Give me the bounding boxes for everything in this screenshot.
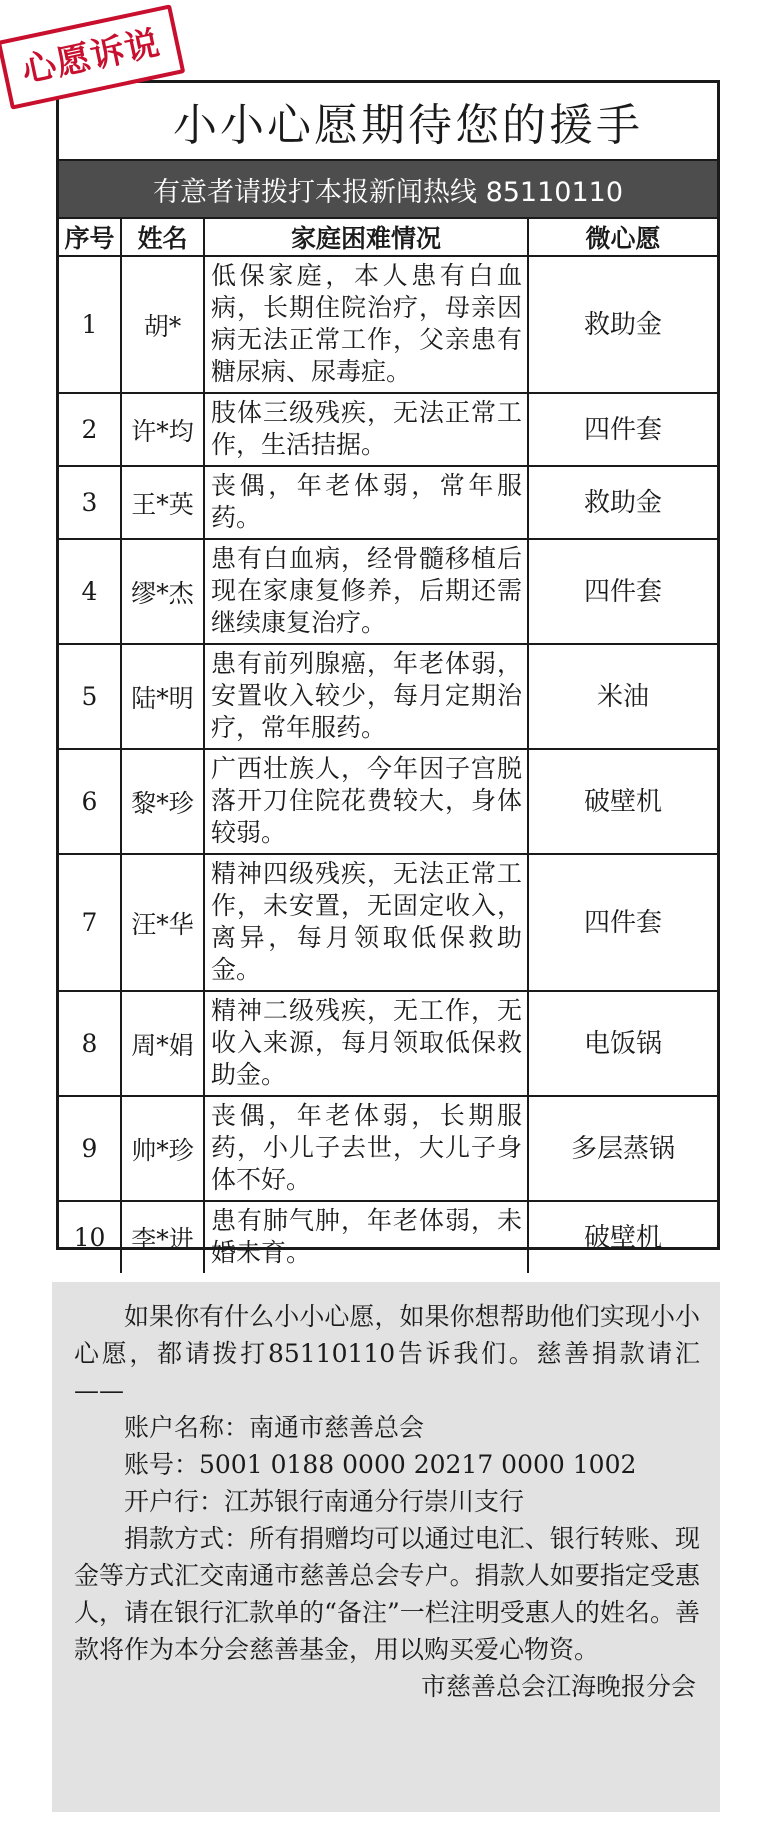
row-number: 8: [59, 991, 121, 1096]
row-situation: 精神二级残疾，无工作，无收入来源，每月领取低保救助金。: [204, 991, 528, 1096]
stamp-label: 心愿诉说: [18, 22, 164, 92]
account-name: 账户名称：南通市慈善总会: [124, 1413, 425, 1442]
row-name: 胡*: [121, 256, 204, 393]
notice-intro: 如果你有什么小小心愿，如果你想帮助他们实现小小心愿，都请拨打85110110告诉我们。慈善捐款请汇——: [74, 1302, 700, 1405]
signature: 市慈善总会江海晚报分会: [420, 1672, 696, 1701]
wishes-box: [56, 80, 720, 1267]
row-wish: 四件套: [528, 393, 717, 466]
row-situation: 患有前列腺癌，年老体弱，安置收入较少，每月定期治疗，常年服药。: [204, 644, 528, 749]
table-row: [59, 393, 717, 466]
row-situation: 低保家庭，本人患有白血病，长期住院治疗，母亲因病无法正常工作，父亲患有糖尿病、尿毒症。: [204, 256, 528, 393]
table-row: [59, 466, 717, 539]
row-situation: 患有白血病，经骨髓移植后现在家康复修养，后期还需继续康复治疗。: [204, 539, 528, 644]
donation-method: 捐款方式：所有捐赠均可以通过电汇、银行转账、现金等方式汇交南通市慈善总会专户。捐款人如要指定受惠人，请在银行汇款单的“备注”一栏注明受惠人的姓名。善款将作为本分会慈善基金，用以购买爱心物资。: [74, 1524, 700, 1664]
row-wish: 四件套: [528, 854, 717, 991]
row-name: 许*均: [121, 393, 204, 466]
column-header-name: 姓名: [121, 219, 204, 256]
column-header-number: 序号: [59, 219, 121, 256]
row-wish: 救助金: [528, 466, 717, 539]
table-row: [59, 1096, 717, 1201]
column-header-situation: 家庭困难情况: [204, 219, 528, 256]
table-row: [59, 539, 717, 644]
row-wish: 多层蒸锅: [528, 1096, 717, 1201]
row-number: 2: [59, 393, 121, 466]
row-situation: 丧偶，年老体弱，常年服药。: [204, 466, 528, 539]
row-name: 李*进: [121, 1201, 204, 1273]
row-number: 9: [59, 1096, 121, 1201]
row-number: 1: [59, 256, 121, 393]
row-situation: 精神四级残疾，无法正常工作，未安置，无固定收入，离异，每月领取低保救助金。: [204, 854, 528, 991]
row-number: 4: [59, 539, 121, 644]
hotline-banner: 有意者请拨打本报新闻热线 85110110: [59, 159, 717, 219]
row-wish: 米油: [528, 644, 717, 749]
row-situation: 肢体三级残疾，无法正常工作，生活拮据。: [204, 393, 528, 466]
row-name: 王*英: [121, 466, 204, 539]
row-number: 6: [59, 749, 121, 854]
donation-notice: [52, 1282, 720, 1812]
row-situation: 患有肺气肿，年老体弱，未婚未育。: [204, 1201, 528, 1273]
row-name: 帅*珍: [121, 1096, 204, 1201]
row-situation: 广西壮族人，今年因子宫脱落开刀住院花费较大，身体较弱。: [204, 749, 528, 854]
row-wish: 四件套: [528, 539, 717, 644]
column-header-wish: 微心愿: [528, 219, 717, 256]
table-row: [59, 644, 717, 749]
row-wish: 破壁机: [528, 1201, 717, 1273]
account-number: 账号：5001 0188 0000 20217 0000 1002: [124, 1450, 637, 1479]
row-wish: 破壁机: [528, 749, 717, 854]
page-title: 小小心愿期待您的援手: [173, 100, 643, 151]
row-number: 3: [59, 466, 121, 539]
table-row: [59, 1201, 717, 1273]
table-row: [59, 749, 717, 854]
row-wish: 电饭锅: [528, 991, 717, 1096]
table-row: [59, 991, 717, 1096]
row-number: 10: [59, 1201, 121, 1273]
row-situation: 丧偶，年老体弱，长期服药，小儿子去世，大儿子身体不好。: [204, 1096, 528, 1201]
bank-name: 开户行：江苏银行南通分行崇川支行: [124, 1487, 525, 1516]
row-name: 汪*华: [121, 854, 204, 991]
row-name: 黎*珍: [121, 749, 204, 854]
row-name: 缪*杰: [121, 539, 204, 644]
row-wish: 救助金: [528, 256, 717, 393]
table-header-row: [59, 219, 717, 256]
row-number: 7: [59, 854, 121, 991]
wishes-table: [59, 219, 717, 1273]
row-number: 5: [59, 644, 121, 749]
row-name: 陆*明: [121, 644, 204, 749]
row-name: 周*娟: [121, 991, 204, 1096]
table-row: [59, 256, 717, 393]
table-row: [59, 854, 717, 991]
